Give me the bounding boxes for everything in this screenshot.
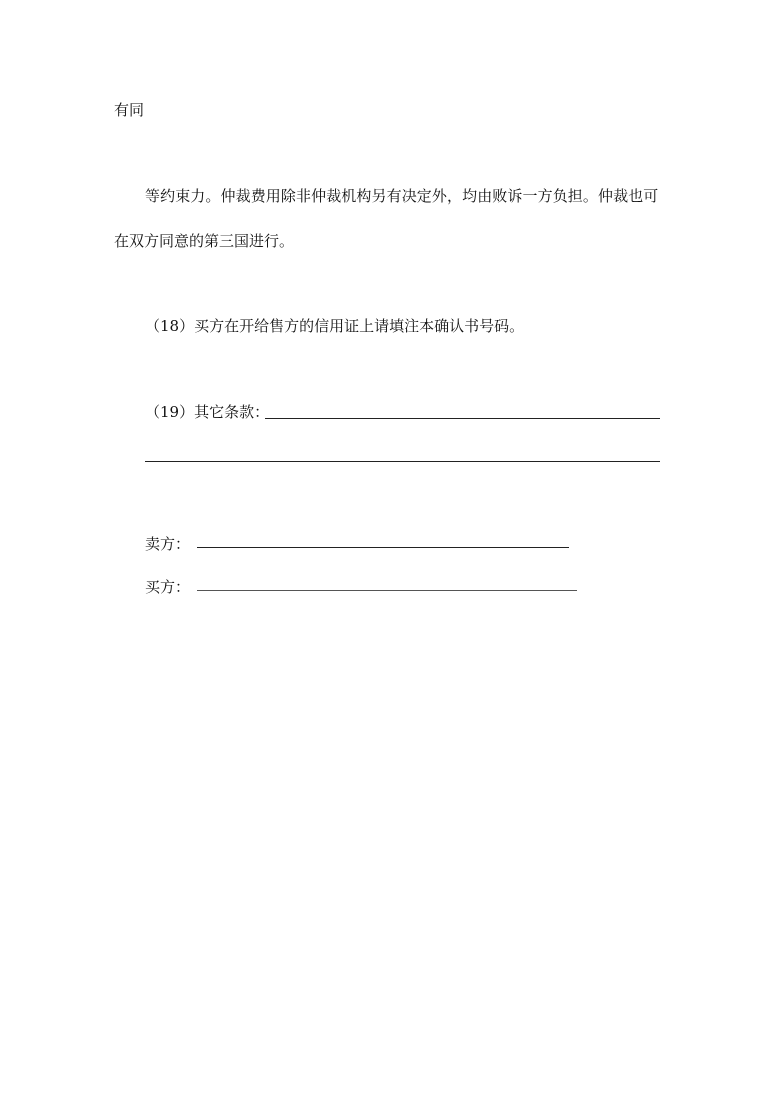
clause-18-text: （18）买方在开给售方的信用证上请填注本确认书号码。 [145,317,525,335]
clause-19-blank-line-1 [265,418,660,419]
continuation-text: 有同 [114,101,145,119]
arbitration-paragraph-line-2: 在双方同意的第三国进行。 [114,232,295,250]
clause-19-label: （19）其它条款： [145,403,270,421]
clause-19-blank-line-2 [145,461,660,462]
buyer-label: 买方： [145,578,191,596]
seller-label: 卖方： [145,535,191,553]
arbitration-paragraph-line-1: 等约束力。仲裁费用除非仲裁机构另有决定外，均由败诉一方负担。仲裁也可 [145,187,659,205]
seller-signature-line [197,547,569,548]
buyer-signature-line [197,590,577,591]
